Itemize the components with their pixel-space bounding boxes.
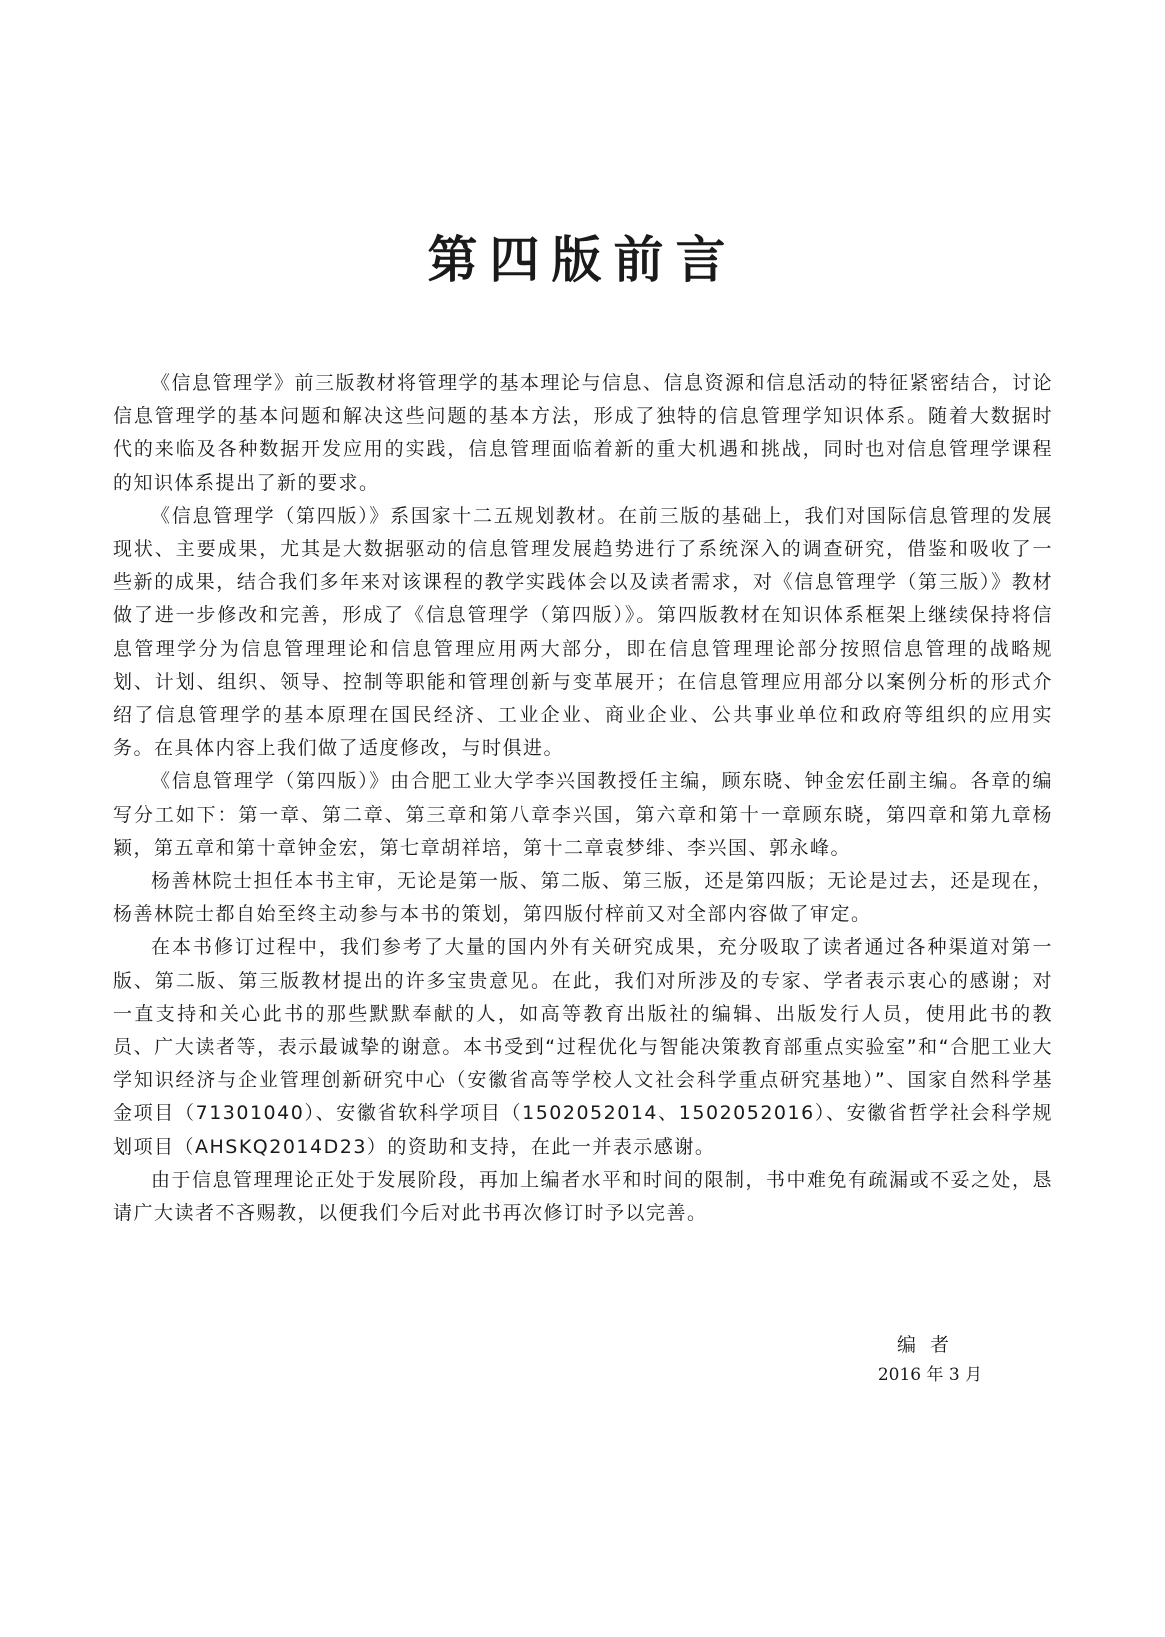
paragraph-6: 由于信息管理理论正处于发展阶段，再加上编者水平和时间的限制，书中难免有疏漏或不妥之处，恳请广大读者不吝赐教，以便我们今后对此书再次修订时予以完善。 — [113, 1168, 1054, 1225]
paragraph-4: 杨善林院士担任本书主审，无论是第一版、第二版、第三版，还是第四版；无论是过去，还是现在，杨善林院士都自始至终主动参与本书的策划，第四版付梓前又对全部内容做了审定。 — [113, 870, 1054, 926]
paragraph-5: 在本书修订过程中，我们参考了大量的国内外有关研究成果，充分吸取了读者通过各种渠道对第一版、第二版、第三版教材提出的许多宝贵意见。在此，我们对所涉及的专家、学者表示衷心的感谢；对一直支持和关心此书的那些默默奉献的人，如高等教育出版社的编辑、出版发行人员，使用此书的教员、广大读者等，表示最诚挚的谢意。本书受到“过程优化与智能决策教育部重点实验室”和“合肥工业大学知识经济与企业管理创新研究中心（安徽省高等学校人文社会科学重点研究基地）”、国家自然科学基金项目（71301040）、安徽省软科学项目（1502052014、1502052016）、安徽省哲学社会科学规划项目（AHSKQ2014D23）的资助和支持，在此一并表示感谢。 — [113, 936, 1053, 1158]
signature-date: 2016 年 3 月 — [877, 1365, 983, 1385]
preface-body — [113, 367, 1053, 1230]
page-title: 第四版前言 — [427, 230, 738, 289]
paragraph-1: 《信息管理学》前三版教材将管理学的基本理论与信息、信息资源和信息活动的特征紧密结合，讨论信息管理学的基本问题和解决这些问题的基本方法，形成了独特的信息管理学知识体系。随着大数据时代的来临及各种数据开发应用的实践，信息管理面临着新的重大机遇和挑战，同时也对信息管理学课程的知识体系提出了新的要求。 — [113, 372, 1054, 494]
signature-author: 编者 — [896, 1334, 963, 1356]
paragraph-3: 《信息管理学（第四版）》由合肥工业大学李兴国教授任主编，顾东晓、钟金宏任副主编。各章的编写分工如下：第一章、第二章、第三章和第八章李兴国，第六章和第十一章顾东晓，第四章和第九章杨颖，第五章和第十章钟金宏，第七章胡祥培，第十二章袁梦绯、李兴国、郭永峰。 — [113, 770, 1053, 859]
paragraph-2: 《信息管理学（第四版）》系国家十二五规划教材。在前三版的基础上，我们对国际信息管理的发展现状、主要成果，尤其是大数据驱动的信息管理发展趋势进行了系统深入的调查研究，借鉴和吸收了一些新的成果，结合我们多年来对该课程的教学实践体会以及读者需求，对《信息管理学（第三版）》教材做了进一步修改和完善，形成了《信息管理学（第四版）》。第四版教材在知识体系框架上继续保持将信息管理学分为信息管理理论和信息管理应用两大部分，即在信息管理理论部分按照信息管理的战略规划、计划、组织、领导、控制等职能和管理创新与变革展开；在信息管理应用部分以案例分析的形式介绍了信息管理学的基本原理在国民经济、工业企业、商业企业、公共事业单位和政府等组织的应用实务。在具体内容上我们做了适度修改，与时俱进。 — [113, 504, 1053, 760]
